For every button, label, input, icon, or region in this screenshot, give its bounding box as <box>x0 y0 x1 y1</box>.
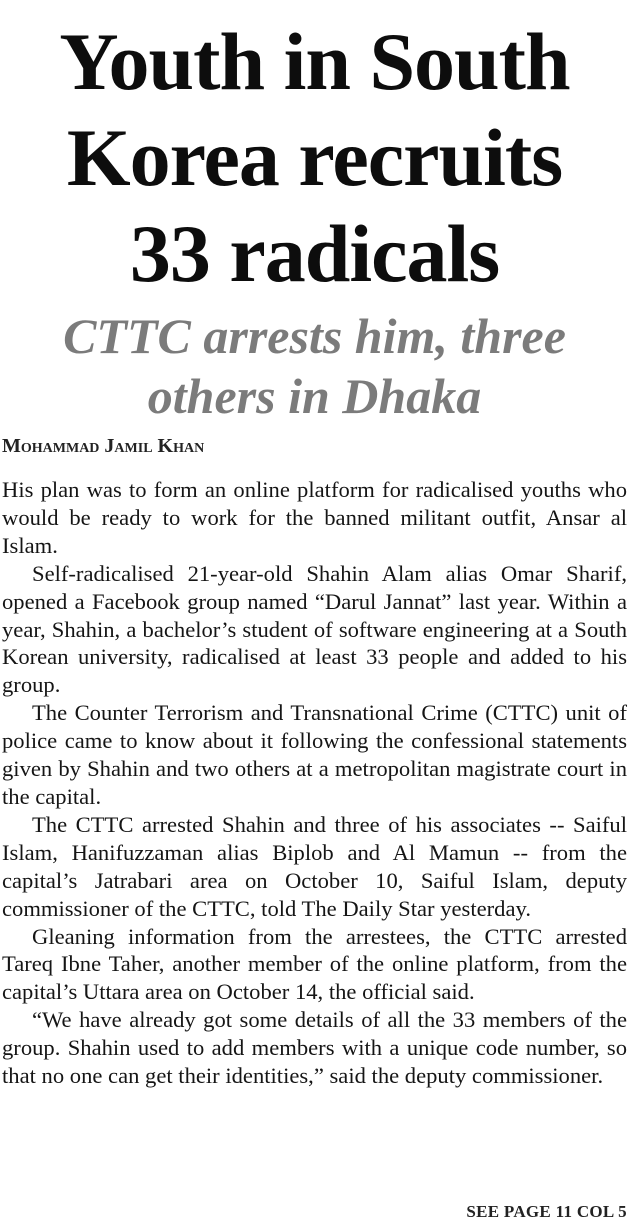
paragraph-5: Gleaning information from the arrestees, the CTTC arrested Tareq Ibne Taher, another member of the online platform, from the capital’s Uttara area on October 14, the official said. <box>2 923 627 1005</box>
byline: Mohammad Jamil Khan <box>2 435 205 457</box>
subheadline <box>0 306 629 426</box>
headline-line-2: Korea recruits <box>66 112 563 203</box>
article-body <box>0 476 629 1090</box>
headline-line-1: Youth in South <box>59 16 570 107</box>
paragraph-6: “We have already got some details of all the 33 members of the group. Shahin used to add members with a unique code number, so that no one can get their identities,” said the deputy commissioner. <box>2 1007 627 1089</box>
headline-line-3: 33 radicals <box>129 208 500 299</box>
paragraph-4: The CTTC arrested Shahin and three of his associates -- Saiful Islam, Hanifuzzaman alias Biplob and Al Mamun -- from the capital’s Jatrabari area on October 10, Saiful Islam, deputy commissioner of the CTTC, told The Daily Star yesterday. <box>2 811 627 921</box>
paragraph-1: His plan was to form an online platform for radicalised youths who would be ready to work for the banned militant outfit, Ansar al Islam. <box>2 477 627 558</box>
headline <box>0 0 629 302</box>
continued-on-page-link[interactable]: SEE PAGE 11 COL 5 <box>466 1202 627 1221</box>
subheadline-line-2: others in Dhaka <box>147 368 482 424</box>
subheadline-line-1: CTTC arrests him, three <box>63 308 566 364</box>
paragraph-2: Self-radicalised 21-year-old Shahin Alam alias Omar Sharif, opened a Facebook group named “Darul Jannat” last year. Within a year, Shahin, a bachelor’s student of software engineering at a South Korean university, radicalised at least 33 people and added to his group. <box>2 560 627 698</box>
paragraph-3: The Counter Terrorism and Transnational Crime (CTTC) unit of police came to know about it following the confessional statements given by Shahin and two others at a metropolitan magistrate court in the capital. <box>2 700 627 809</box>
